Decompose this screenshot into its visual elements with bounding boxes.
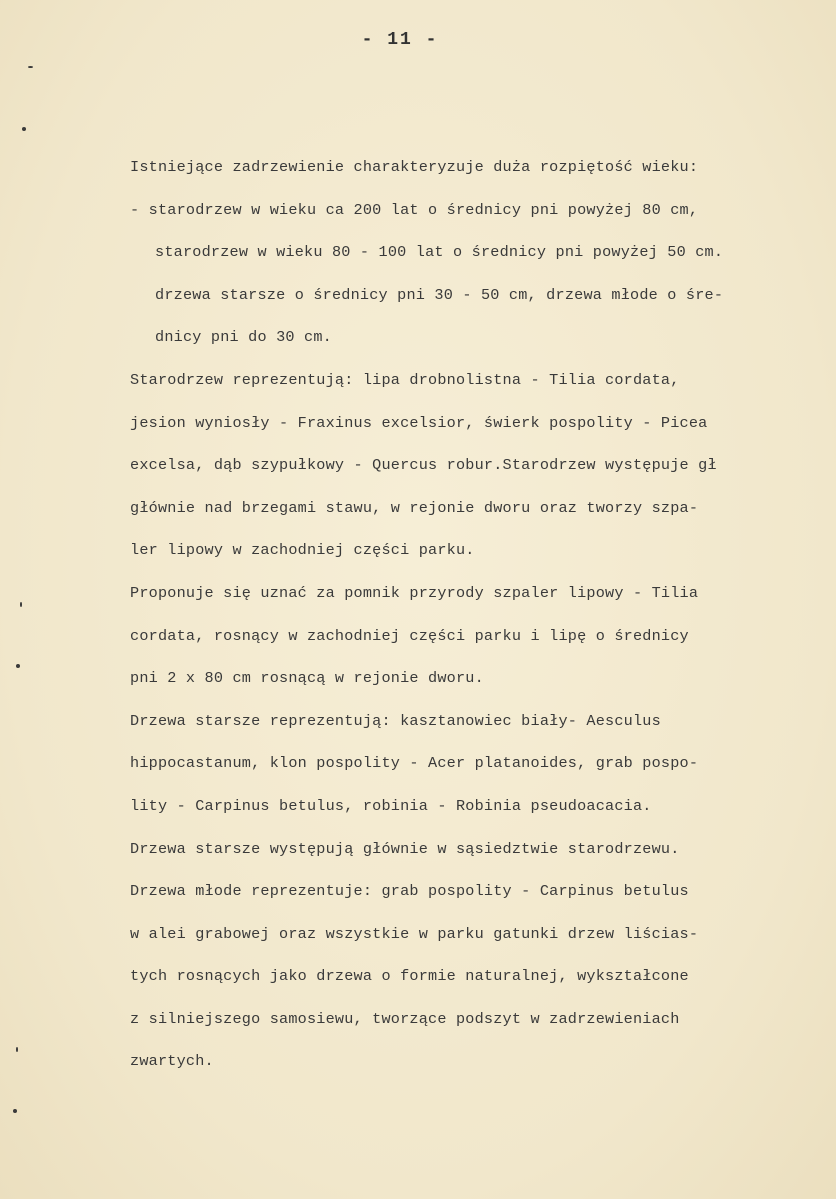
- page-number: - 11 -: [361, 30, 439, 50]
- margin-speck: [22, 127, 26, 131]
- text-line: Drzewa młode reprezentuje: grab pospolity - Carpinus betulus: [130, 882, 689, 901]
- margin-speck: [20, 602, 22, 607]
- text-line: cordata, rosnący w zachodniej części parku i lipę o średnicy: [130, 626, 689, 645]
- text-line: pni 2 x 80 cm rosnącą w rejonie dworu.: [130, 669, 484, 688]
- text-line: Drzewa starsze reprezentują: kasztanowiec biały- Aesculus: [130, 711, 661, 730]
- text-line: excelsa, dąb szypułkowy - Quercus robur.Starodrzew występuje gł: [130, 456, 717, 475]
- text-line: - starodrzew w wieku ca 200 lat o średnicy pni powyżej 80 cm,: [130, 200, 699, 219]
- text-line: jesion wyniosły - Fraxinus excelsior, świerk pospolity - Picea: [130, 413, 708, 432]
- text-line: Proponuje się uznać za pomnik przyrody szpaler lipowy - Tilia: [130, 583, 699, 602]
- margin-speck: [13, 1109, 17, 1113]
- margin-speck: [28, 66, 33, 68]
- text-line: Starodrzew reprezentują: lipa drobnolistna - Tilia cordata,: [130, 370, 680, 389]
- text-line: ler lipowy w zachodniej części parku.: [130, 541, 475, 560]
- text-line: w alei grabowej oraz wszystkie w parku gatunki drzew liścias-: [130, 924, 699, 943]
- body-text: [130, 146, 790, 1083]
- text-line: dnicy pni do 30 cm.: [155, 328, 332, 347]
- text-line: głównie nad brzegami stawu, w rejonie dworu oraz tworzy szpa-: [130, 498, 699, 517]
- text-line: starodrzew w wieku 80 - 100 lat o średnicy pni powyżej 50 cm.: [155, 243, 724, 262]
- text-line: hippocastanum, klon pospolity - Acer platanoides, grab pospo-: [130, 754, 699, 773]
- text-line: zwartych.: [130, 1052, 214, 1071]
- text-line: tych rosnących jako drzewa o formie naturalnej, wykształcone: [130, 967, 689, 986]
- text-line: z silniejszego samosiewu, tworzące podszyt w zadrzewieniach: [130, 1009, 680, 1028]
- text-line: Istniejące zadrzewienie charakteryzuje duża rozpiętość wieku:: [130, 158, 699, 176]
- margin-speck: [16, 1047, 18, 1052]
- text-line: Drzewa starsze występują głównie w sąsiedztwie starodrzewu.: [130, 839, 680, 858]
- margin-speck: [16, 664, 20, 668]
- text-line: lity - Carpinus betulus, robinia - Robinia pseudoacacia.: [130, 796, 652, 815]
- text-line: drzewa starsze o średnicy pni 30 - 50 cm, drzewa młode o śre-: [155, 285, 724, 304]
